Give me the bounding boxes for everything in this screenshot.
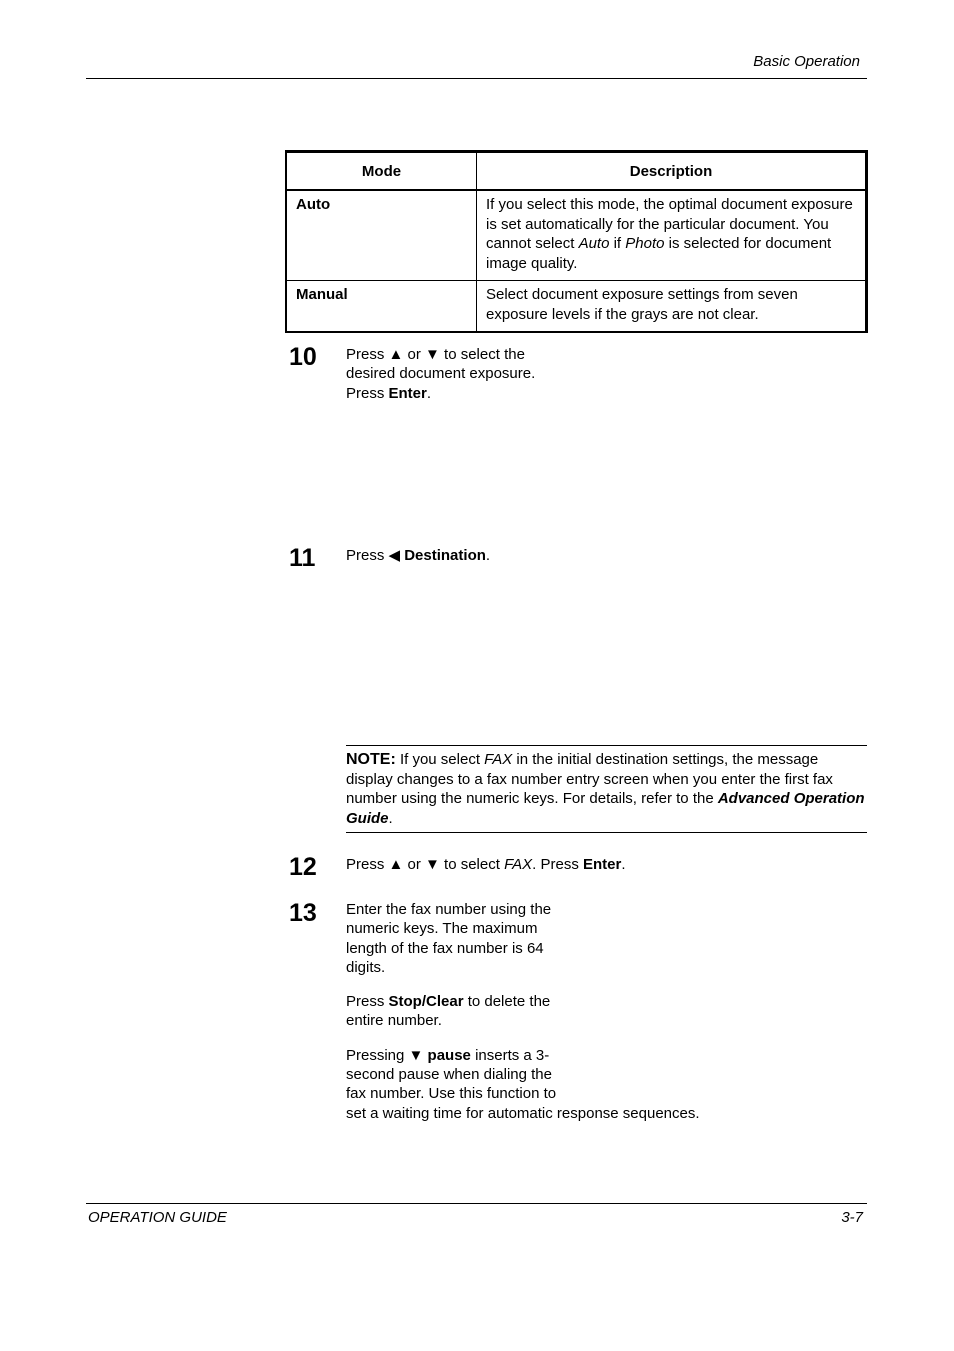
step-text-line — [346, 992, 700, 1011]
column-header-mode: Mode — [286, 152, 477, 191]
note-text: . — [388, 809, 393, 827]
note-bottom-rule — [346, 832, 867, 833]
pause-key-label: pause — [427, 1046, 471, 1064]
step-text: . — [426, 384, 432, 402]
step-10-text — [346, 345, 535, 403]
step-text-line: numeric keys. The maximum — [346, 920, 538, 938]
footer-guide-title: OPERATION GUIDE — [88, 1209, 227, 1226]
page-number: 3-7 — [841, 1209, 863, 1226]
step-number-12: 12 — [289, 853, 317, 881]
step-text-line — [346, 384, 535, 403]
stop-clear-key-label: Stop/Clear — [388, 993, 464, 1011]
note-text: If you select — [395, 751, 485, 768]
step-text: Press — [346, 384, 389, 402]
table-row — [286, 281, 867, 333]
destination-key-label: Destination — [404, 547, 486, 564]
step-text-line: Press ▲ or ▼ to select the — [346, 346, 525, 363]
step-text-line: fax number. Use this function to — [346, 1085, 557, 1103]
mode-cell: Auto — [286, 190, 477, 281]
fax-term: FAX — [504, 856, 533, 873]
step-12-text — [346, 855, 626, 874]
description-text: is selected for document image quality. — [486, 235, 832, 272]
paragraph-gap — [346, 1031, 700, 1046]
description-cell: Select document exposure settings from seven exposure levels if the grays are not clear. — [477, 281, 867, 333]
step-number-10: 10 — [289, 343, 317, 371]
mode-cell: Manual — [286, 281, 477, 333]
step-text: Press ◀ — [346, 547, 405, 564]
note-text: in the initial destination settings, the message display changes to a fax number entry screen when you enter the first fax number using the numeric keys. For details, refer to the — [346, 751, 833, 807]
step-text-line: length of the fax number is 64 — [346, 939, 544, 957]
step-text-line — [346, 1046, 700, 1065]
step-text-line: entire number. — [346, 1012, 442, 1030]
step-text: Press — [346, 993, 389, 1011]
step-text: Press ▲ or ▼ to select — [346, 856, 505, 873]
description-photo-term: Photo — [625, 235, 665, 252]
step-text: . — [621, 856, 626, 873]
step-text-line: second pause when dialing the — [346, 1066, 552, 1084]
description-text: if — [609, 235, 626, 252]
step-text: . — [485, 547, 491, 564]
description-cell — [477, 190, 867, 281]
note-top-rule — [346, 745, 867, 746]
advanced-guide-reference: Advanced Operation Guide — [346, 790, 865, 827]
note-fax-term: FAX — [484, 751, 513, 768]
step-11-text — [346, 546, 490, 565]
step-text-line: Enter the fax number using the — [346, 901, 552, 918]
description-auto-term: Auto — [578, 235, 610, 252]
enter-key-label: Enter — [583, 856, 622, 873]
step-13-text — [346, 900, 700, 1123]
running-header: Basic Operation — [753, 53, 860, 70]
step-text-line: digits. — [346, 958, 386, 976]
step-number-13: 13 — [289, 899, 317, 927]
table-header-row — [286, 152, 867, 191]
header-rule — [86, 78, 867, 79]
description-text: If you select this mode, the optimal document exposure is set automatically for the particular document. You cannot select — [486, 196, 853, 252]
exposure-mode-table — [285, 150, 868, 333]
step-text-line: set a waiting time for automatic response sequences. — [346, 1104, 700, 1122]
paragraph-gap — [346, 977, 700, 992]
step-text: inserts a 3- — [470, 1046, 550, 1064]
step-number-11: 11 — [289, 544, 316, 572]
note-label: NOTE: — [346, 751, 396, 768]
table-row — [286, 190, 867, 281]
enter-key-label: Enter — [388, 384, 427, 402]
step-text: . Press — [532, 856, 583, 873]
step-text: to delete the — [463, 993, 551, 1011]
step-text-line: desired document exposure. — [346, 365, 536, 383]
column-header-description: Description — [477, 152, 867, 191]
note-box — [346, 750, 867, 828]
footer-rule — [86, 1203, 867, 1204]
step-text: Pressing ▼ — [346, 1046, 428, 1064]
